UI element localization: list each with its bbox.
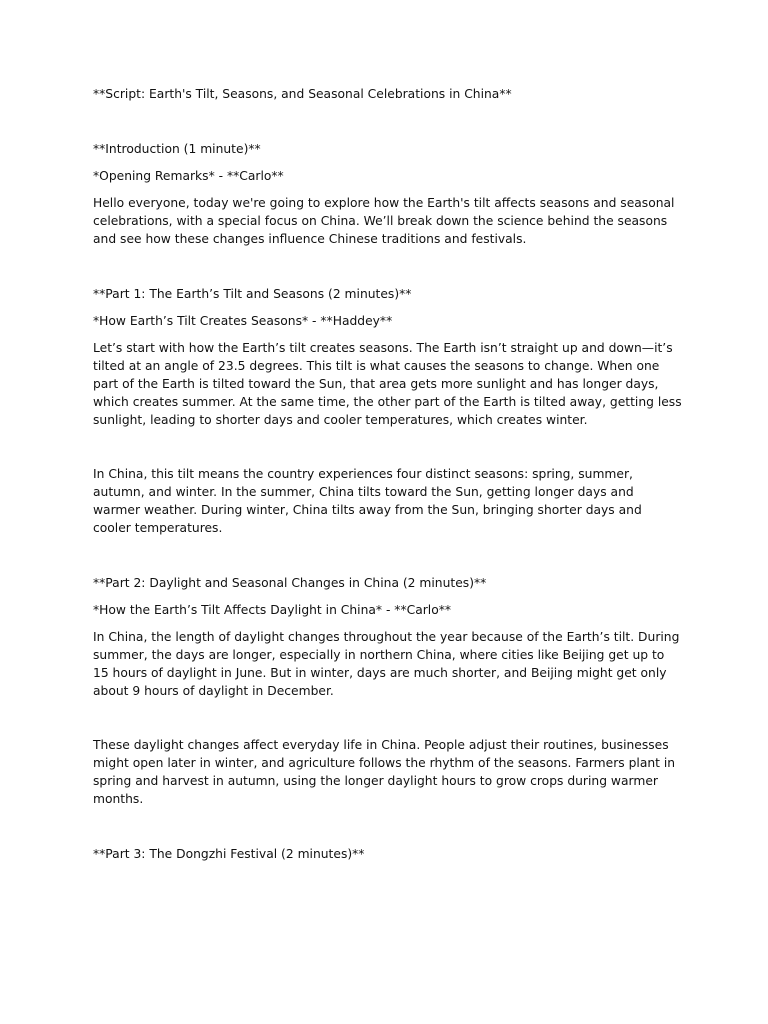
section-subheading: *How the Earth’s Tilt Affects Daylight in China* - **Carlo** [93,602,452,617]
document-page [93,86,683,863]
section-heading: **Introduction (1 minute)** [93,141,261,156]
section-subheading: *How Earth’s Tilt Creates Seasons* - **Haddey** [93,314,393,329]
section-paragraph: In China, the length of daylight changes throughout the year because of the Earth’s tilt. During summer, the days are longer, especially in northern China, where cities like Beijing get up to 15 hours of daylight in June. But in winter, days are much shorter, and Beijing might get only about 9 hours of daylight in December. [93,630,680,698]
section-paragraph: These daylight changes affect everyday life in China. People adjust their routines, businesses might open later in winter, and agriculture follows the rhythm of the seasons. Farmers plant in spring and harvest in autumn, using the longer daylight hours to grow crops during warmer months. [93,738,676,806]
section-subheading: *Opening Remarks* - **Carlo** [93,169,284,184]
document-title: **Script: Earth's Tilt, Seasons, and Seasonal Celebrations in China** [93,87,512,101]
section-paragraph: In China, this tilt means the country experiences four distinct seasons: spring, summer, autumn, and winter. In the summer, China tilts toward the Sun, getting longer days and warmer weather. During winter, China tilts away from the Sun, bringing shorter days and cooler temperatures. [93,467,642,535]
section-heading: **Part 3: The Dongzhi Festival (2 minutes)** [93,846,365,861]
section-heading: **Part 2: Daylight and Seasonal Changes in China (2 minutes)** [93,575,487,590]
section-paragraph: Let’s start with how the Earth’s tilt creates seasons. The Earth isn’t straight up and down—it’s tilted at an angle of 23.5 degrees. This tilt is what causes the seasons to change. When one part of the Earth is tilted toward the Sun, that area gets more sunlight and has longer days, which creates summer. At the same time, the other part of the Earth is tilted away, getting less sunlight, leading to shorter days and cooler temperatures, which creates winter. [93,341,682,427]
section-paragraph: Hello everyone, today we're going to explore how the Earth's tilt affects seasons and seasonal celebrations, with a special focus on China. We’ll break down the science behind the seasons and see how these changes influence Chinese traditions and festivals. [93,196,675,246]
section-heading: **Part 1: The Earth’s Tilt and Seasons (2 minutes)** [93,286,412,301]
